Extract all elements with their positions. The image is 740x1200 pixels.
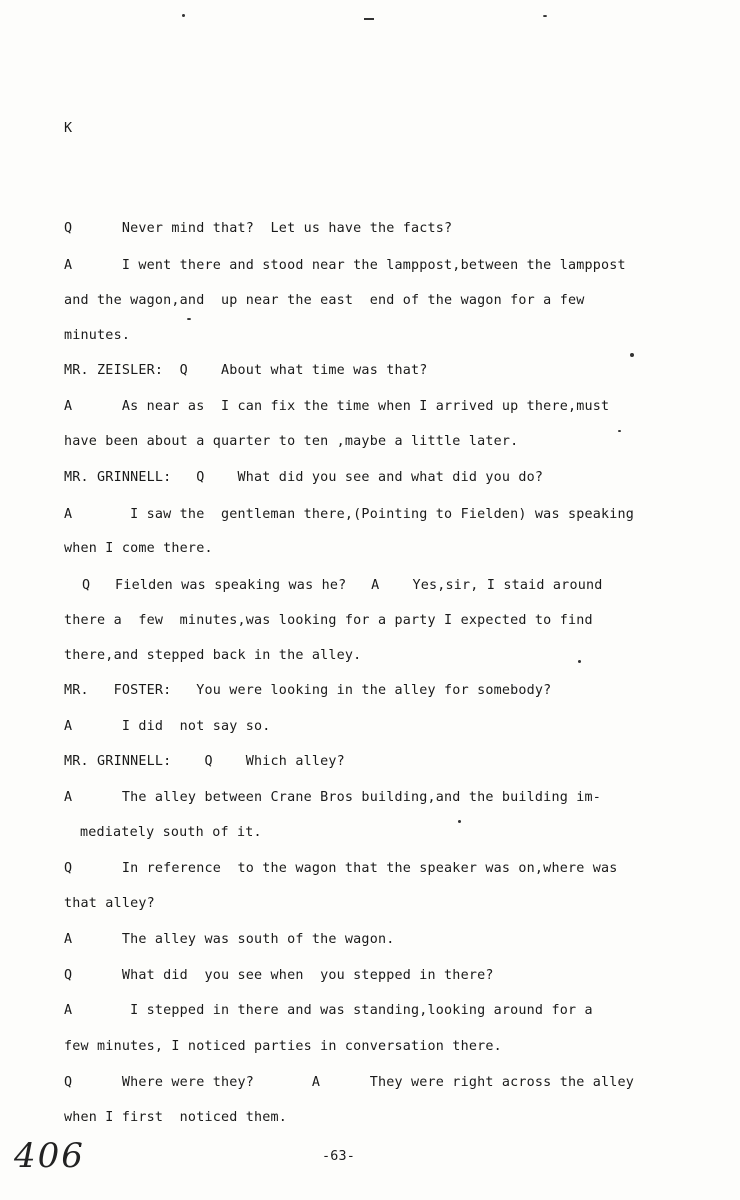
transcript-line-23: A I stepped in there and was standing,looking around for a <box>64 1003 593 1018</box>
transcript-line-26: when I first noticed them. <box>64 1110 288 1125</box>
transcript-line-18: mediately south of it. <box>80 825 262 840</box>
transcript-line-22: Q What did you see when you stepped in there? <box>64 968 494 983</box>
stray-speck-2 <box>187 318 191 320</box>
transcript-line-9: A I saw the gentleman there,(Pointing to Fielden) was speaking <box>64 507 635 522</box>
transcript-line-7: have been about a quarter to ten ,maybe a little later. <box>64 434 519 449</box>
transcript-line-25: Q Where were they? A They were right across the alley <box>64 1075 635 1090</box>
transcript-line-1: Q Never mind that? Let us have the facts? <box>64 221 453 236</box>
transcript-line-2: A I went there and stood near the lamppost,between the lamppost <box>64 258 626 273</box>
top-speck-right <box>543 15 547 17</box>
transcript-line-15: A I did not say so. <box>64 719 271 734</box>
transcript-line-16: MR. GRINNELL: Q Which alley? <box>64 754 345 769</box>
top-dash-mark <box>364 18 374 20</box>
handwritten-page-number: 406 <box>14 1136 85 1176</box>
page-number: -63- <box>322 1149 356 1164</box>
transcript-line-17: A The alley between Crane Bros building,and the building im- <box>64 790 602 805</box>
transcript-line-4: minutes. <box>64 328 131 343</box>
top-speck-left <box>182 14 185 17</box>
transcript-line-6: A As near as I can fix the time when I arrived up there,must <box>64 399 610 414</box>
transcript-line-10: when I come there. <box>64 541 213 556</box>
transcript-line-21: A The alley was south of the wagon. <box>64 932 395 947</box>
transcript-line-19: Q In reference to the wagon that the speaker was on,where was <box>64 861 618 876</box>
stray-speck-1 <box>630 353 634 357</box>
stray-speck-5 <box>618 430 621 432</box>
transcript-line-11: Q Fielden was speaking was he? A Yes,sir, I staid around <box>82 578 603 593</box>
transcript-line-14: MR. FOSTER: You were looking in the alley for somebody? <box>64 683 552 698</box>
transcript-line-5: MR. ZEISLER: Q About what time was that? <box>64 363 428 378</box>
transcript-line-3: and the wagon,and up near the east end of the wagon for a few <box>64 293 585 308</box>
stray-speck-4 <box>458 820 461 823</box>
transcript-line-12: there a few minutes,was looking for a party I expected to find <box>64 613 593 628</box>
header-letter: K <box>64 121 73 136</box>
transcript-line-8: MR. GRINNELL: Q What did you see and what did you do? <box>64 470 544 485</box>
stray-speck-3 <box>578 660 581 663</box>
transcript-line-24: few minutes, I noticed parties in conversation there. <box>64 1039 502 1054</box>
transcript-line-13: there,and stepped back in the alley. <box>64 648 362 663</box>
transcript-line-20: that alley? <box>64 896 155 911</box>
